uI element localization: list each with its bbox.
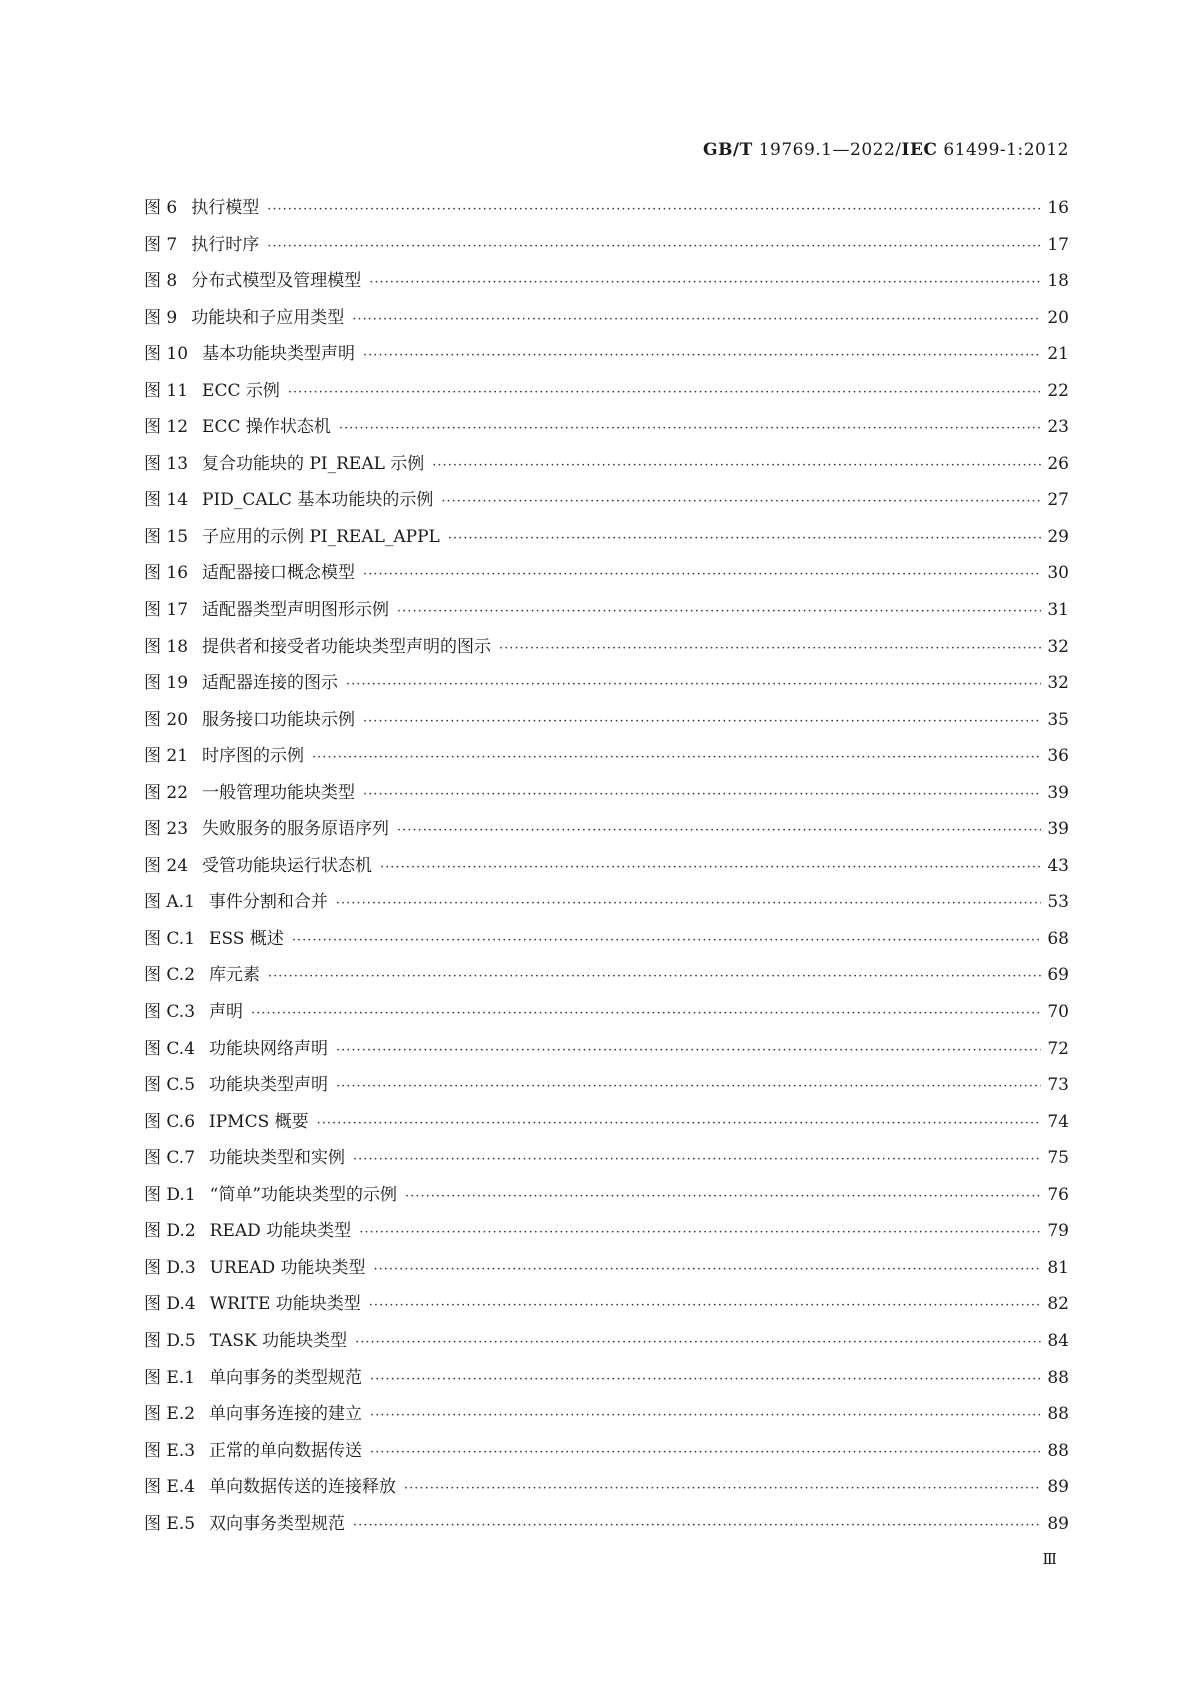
toc-entry[interactable] [144,482,1069,519]
figure-title: 服务接口功能块示例 [202,709,356,730]
page-ref: 84 [1047,1330,1069,1351]
toc-entry[interactable] [144,1469,1069,1506]
figure-title: 时序图的示例 [202,746,305,767]
figure-number: 图 13 [144,453,189,474]
figure-number: 图 23 [144,819,189,840]
toc-entry[interactable] [144,665,1069,702]
dot-leader [268,959,1041,996]
figure-number: 图 C.6 [144,1111,196,1132]
toc-entry[interactable] [144,300,1069,337]
figure-title: 功能块网络声明 [209,1038,329,1059]
figure-title: 功能块和子应用类型 [191,307,345,328]
figure-title: 单向事务的类型规范 [209,1367,363,1388]
page-ref: 27 [1047,490,1069,511]
figure-title: 失败服务的服务原语序列 [202,819,390,840]
dot-leader [336,886,1041,923]
figure-number: 图 15 [144,526,189,547]
page-ref: 23 [1047,417,1069,438]
page-ref: 76 [1047,1184,1069,1205]
page-ref: 73 [1047,1075,1069,1096]
dot-leader [352,302,1041,339]
toc-entry[interactable] [144,994,1069,1031]
figure-title: 执行模型 [191,198,260,218]
toc-entry[interactable] [144,1213,1069,1250]
toc-entry[interactable] [144,1140,1069,1177]
toc-entry[interactable] [144,555,1069,592]
figure-number: 图 E.3 [144,1440,196,1461]
dot-leader [336,1033,1041,1070]
dot-leader [370,1398,1041,1435]
figure-number: 图 19 [144,673,189,694]
page-ref: 39 [1047,782,1069,803]
figure-title: 声明 [209,1002,244,1023]
figure-number: 图 E.5 [144,1513,196,1534]
toc-entry[interactable] [144,263,1069,300]
figure-title: WRITE 功能块类型 [209,1294,361,1315]
dot-leader [336,1069,1041,1106]
figure-number: 图 C.4 [144,1038,196,1059]
figure-number: 图 18 [144,636,189,657]
dot-leader [363,338,1041,375]
page-ref: 75 [1047,1148,1069,1169]
figure-title: 单向数据传送的连接释放 [209,1477,397,1498]
figure-title: “简单”功能块类型的示例 [209,1184,398,1205]
dot-leader [359,1215,1041,1252]
dot-leader [251,996,1041,1033]
dot-leader [363,704,1041,741]
figure-title: 事件分割和合并 [208,892,328,913]
page-ref: 18 [1047,271,1069,292]
toc-entry[interactable] [144,848,1069,885]
figure-list [144,190,1069,1542]
page-ref: 74 [1047,1111,1069,1132]
page-number: Ⅲ [1042,1550,1057,1568]
page-ref: 35 [1047,709,1069,730]
toc-entry[interactable] [144,1286,1069,1323]
toc-entry[interactable] [144,592,1069,629]
page-ref: 16 [1047,198,1069,218]
figure-number: 图 D.1 [144,1184,196,1205]
toc-entry[interactable] [144,884,1069,921]
dot-leader [346,667,1041,704]
page-ref: 88 [1047,1367,1069,1388]
toc-entry[interactable] [144,1250,1069,1287]
toc-entry[interactable] [144,1396,1069,1433]
figure-number: 图 17 [144,600,189,621]
toc-entry[interactable] [144,227,1069,264]
page-ref: 88 [1047,1404,1069,1425]
figure-title: 适配器类型声明图形示例 [202,600,390,621]
dot-leader [339,411,1041,448]
dot-leader [312,740,1041,777]
figure-number: 图 E.1 [144,1367,196,1388]
page-ref: 21 [1047,344,1069,365]
figure-title: READ 功能块类型 [209,1221,352,1242]
page-ref: 39 [1047,819,1069,840]
figure-number: 图 6 [144,198,178,218]
toc-entry[interactable] [144,629,1069,666]
dot-leader [292,923,1041,960]
figure-title: PID_CALC 基本功能块的示例 [202,490,434,511]
toc-entry[interactable] [144,519,1069,556]
figure-number: 图 7 [144,234,178,255]
dot-leader [432,448,1041,485]
figure-number: 图 11 [144,380,189,401]
toc-entry[interactable] [144,957,1069,994]
figure-title: 执行时序 [191,234,260,255]
figure-number: 图 20 [144,709,189,730]
standard-code-number: 19769.1—2022/ [752,140,902,160]
figure-number: 图 10 [144,344,189,365]
page-ref: 29 [1047,526,1069,547]
figure-title: 复合功能块的 PI_REAL 示例 [202,453,425,474]
toc-entry[interactable] [144,1433,1069,1470]
page-ref: 68 [1047,928,1069,949]
figure-title: TASK 功能块类型 [209,1330,348,1351]
dot-leader [404,1471,1041,1508]
figure-number: 图 C.1 [144,928,196,949]
figure-number: 图 D.3 [144,1257,196,1278]
page-ref: 53 [1047,892,1069,913]
page-ref: 30 [1047,563,1069,584]
figure-title: 适配器连接的图示 [202,673,339,694]
page-ref: 89 [1047,1477,1069,1498]
dot-leader [374,1252,1041,1289]
figure-title: UREAD 功能块类型 [209,1257,366,1278]
dot-leader [353,1142,1041,1179]
figure-title: ESS 概述 [209,928,284,949]
dot-leader [363,557,1041,594]
toc-entry[interactable] [144,446,1069,483]
page-ref: 26 [1047,453,1069,474]
figure-number: 图 24 [144,855,189,876]
figure-number: 图 C.3 [144,1002,196,1023]
dot-leader [499,631,1041,668]
figure-number: 图 C.5 [144,1075,196,1096]
dot-leader [370,1362,1041,1399]
figure-number: 图 8 [144,271,178,292]
figure-number: 图 A.1 [144,892,195,913]
dot-leader [370,1435,1041,1472]
figure-title: 提供者和接受者功能块类型声明的图示 [202,636,492,657]
figure-title: 基本功能块类型声明 [202,344,356,365]
dot-leader [267,229,1041,266]
dot-leader [397,594,1041,631]
figure-title: ECC 示例 [202,380,280,401]
page-ref: 32 [1047,636,1069,657]
toc-entry[interactable] [144,1104,1069,1141]
toc-entry[interactable] [144,336,1069,373]
figure-number: 图 9 [144,307,178,328]
toc-entry[interactable] [144,738,1069,775]
toc-entry[interactable] [144,409,1069,446]
dot-leader [448,521,1041,558]
figure-number: 图 E.2 [144,1404,196,1425]
toc-entry[interactable] [144,190,1069,227]
figure-title: IPMCS 概要 [209,1111,309,1132]
toc-entry[interactable] [144,811,1069,848]
figure-number: 图 22 [144,782,189,803]
figure-number: 图 D.2 [144,1221,196,1242]
standard-code-prefix: GB/T [703,140,753,160]
dot-leader [317,1106,1041,1143]
dot-leader [353,1508,1041,1545]
toc-entry[interactable] [144,1360,1069,1397]
figure-title: 库元素 [209,965,261,986]
toc-entry[interactable] [144,1031,1069,1068]
dot-leader [363,777,1041,814]
page-ref: 88 [1047,1440,1069,1461]
figure-number: 图 D.4 [144,1294,196,1315]
toc-entry[interactable] [144,702,1069,739]
figure-number: 图 C.7 [144,1148,196,1169]
page-ref: 82 [1047,1294,1069,1315]
page-ref: 69 [1047,965,1069,986]
page-ref: 72 [1047,1038,1069,1059]
page-ref: 22 [1047,380,1069,401]
figure-title: 分布式模型及管理模型 [191,271,362,292]
figure-title: 一般管理功能块类型 [202,782,356,803]
dot-leader [441,484,1041,521]
figure-title: 单向事务连接的建立 [209,1404,363,1425]
figure-number: 图 14 [144,490,189,511]
figure-title: ECC 操作状态机 [202,417,331,438]
toc-entry[interactable] [144,1177,1069,1214]
toc-entry[interactable] [144,775,1069,812]
dot-leader [369,1288,1041,1325]
toc-entry[interactable] [144,1067,1069,1104]
page-ref: 20 [1047,307,1069,328]
figure-title: 正常的单向数据传送 [209,1440,363,1461]
page-ref: 81 [1047,1257,1069,1278]
dot-leader [267,192,1041,229]
dot-leader [405,1179,1041,1216]
page-ref: 89 [1047,1513,1069,1534]
standard-code-header [703,140,1069,160]
figure-title: 功能块类型声明 [209,1075,329,1096]
iec-code-number: 61499-1:2012 [937,140,1069,160]
page-ref: 43 [1047,855,1069,876]
page-ref: 79 [1047,1221,1069,1242]
figure-number: 图 C.2 [144,965,196,986]
figure-number: 图 12 [144,417,189,438]
figure-number: 图 D.5 [144,1330,196,1351]
figure-title: 受管功能块运行状态机 [202,855,373,876]
figure-title: 子应用的示例 PI_REAL_APPL [202,526,440,547]
figure-number: 图 21 [144,746,189,767]
toc-entry[interactable] [144,373,1069,410]
toc-entry[interactable] [144,921,1069,958]
dot-leader [369,265,1041,302]
page-ref: 36 [1047,746,1069,767]
dot-leader [355,1325,1041,1362]
figure-title: 双向事务类型规范 [209,1513,346,1534]
page-ref: 70 [1047,1002,1069,1023]
dot-leader [397,813,1041,850]
figure-number: 图 16 [144,563,189,584]
figure-number: 图 E.4 [144,1477,196,1498]
page-ref: 32 [1047,673,1069,694]
figure-title: 适配器接口概念模型 [202,563,356,584]
dot-leader [288,375,1041,412]
page-ref: 31 [1047,600,1069,621]
iec-prefix: IEC [901,140,938,160]
figure-title: 功能块类型和实例 [209,1148,346,1169]
dot-leader [380,850,1041,887]
toc-entry[interactable] [144,1323,1069,1360]
toc-entry[interactable] [144,1506,1069,1543]
page-ref: 17 [1047,234,1069,255]
